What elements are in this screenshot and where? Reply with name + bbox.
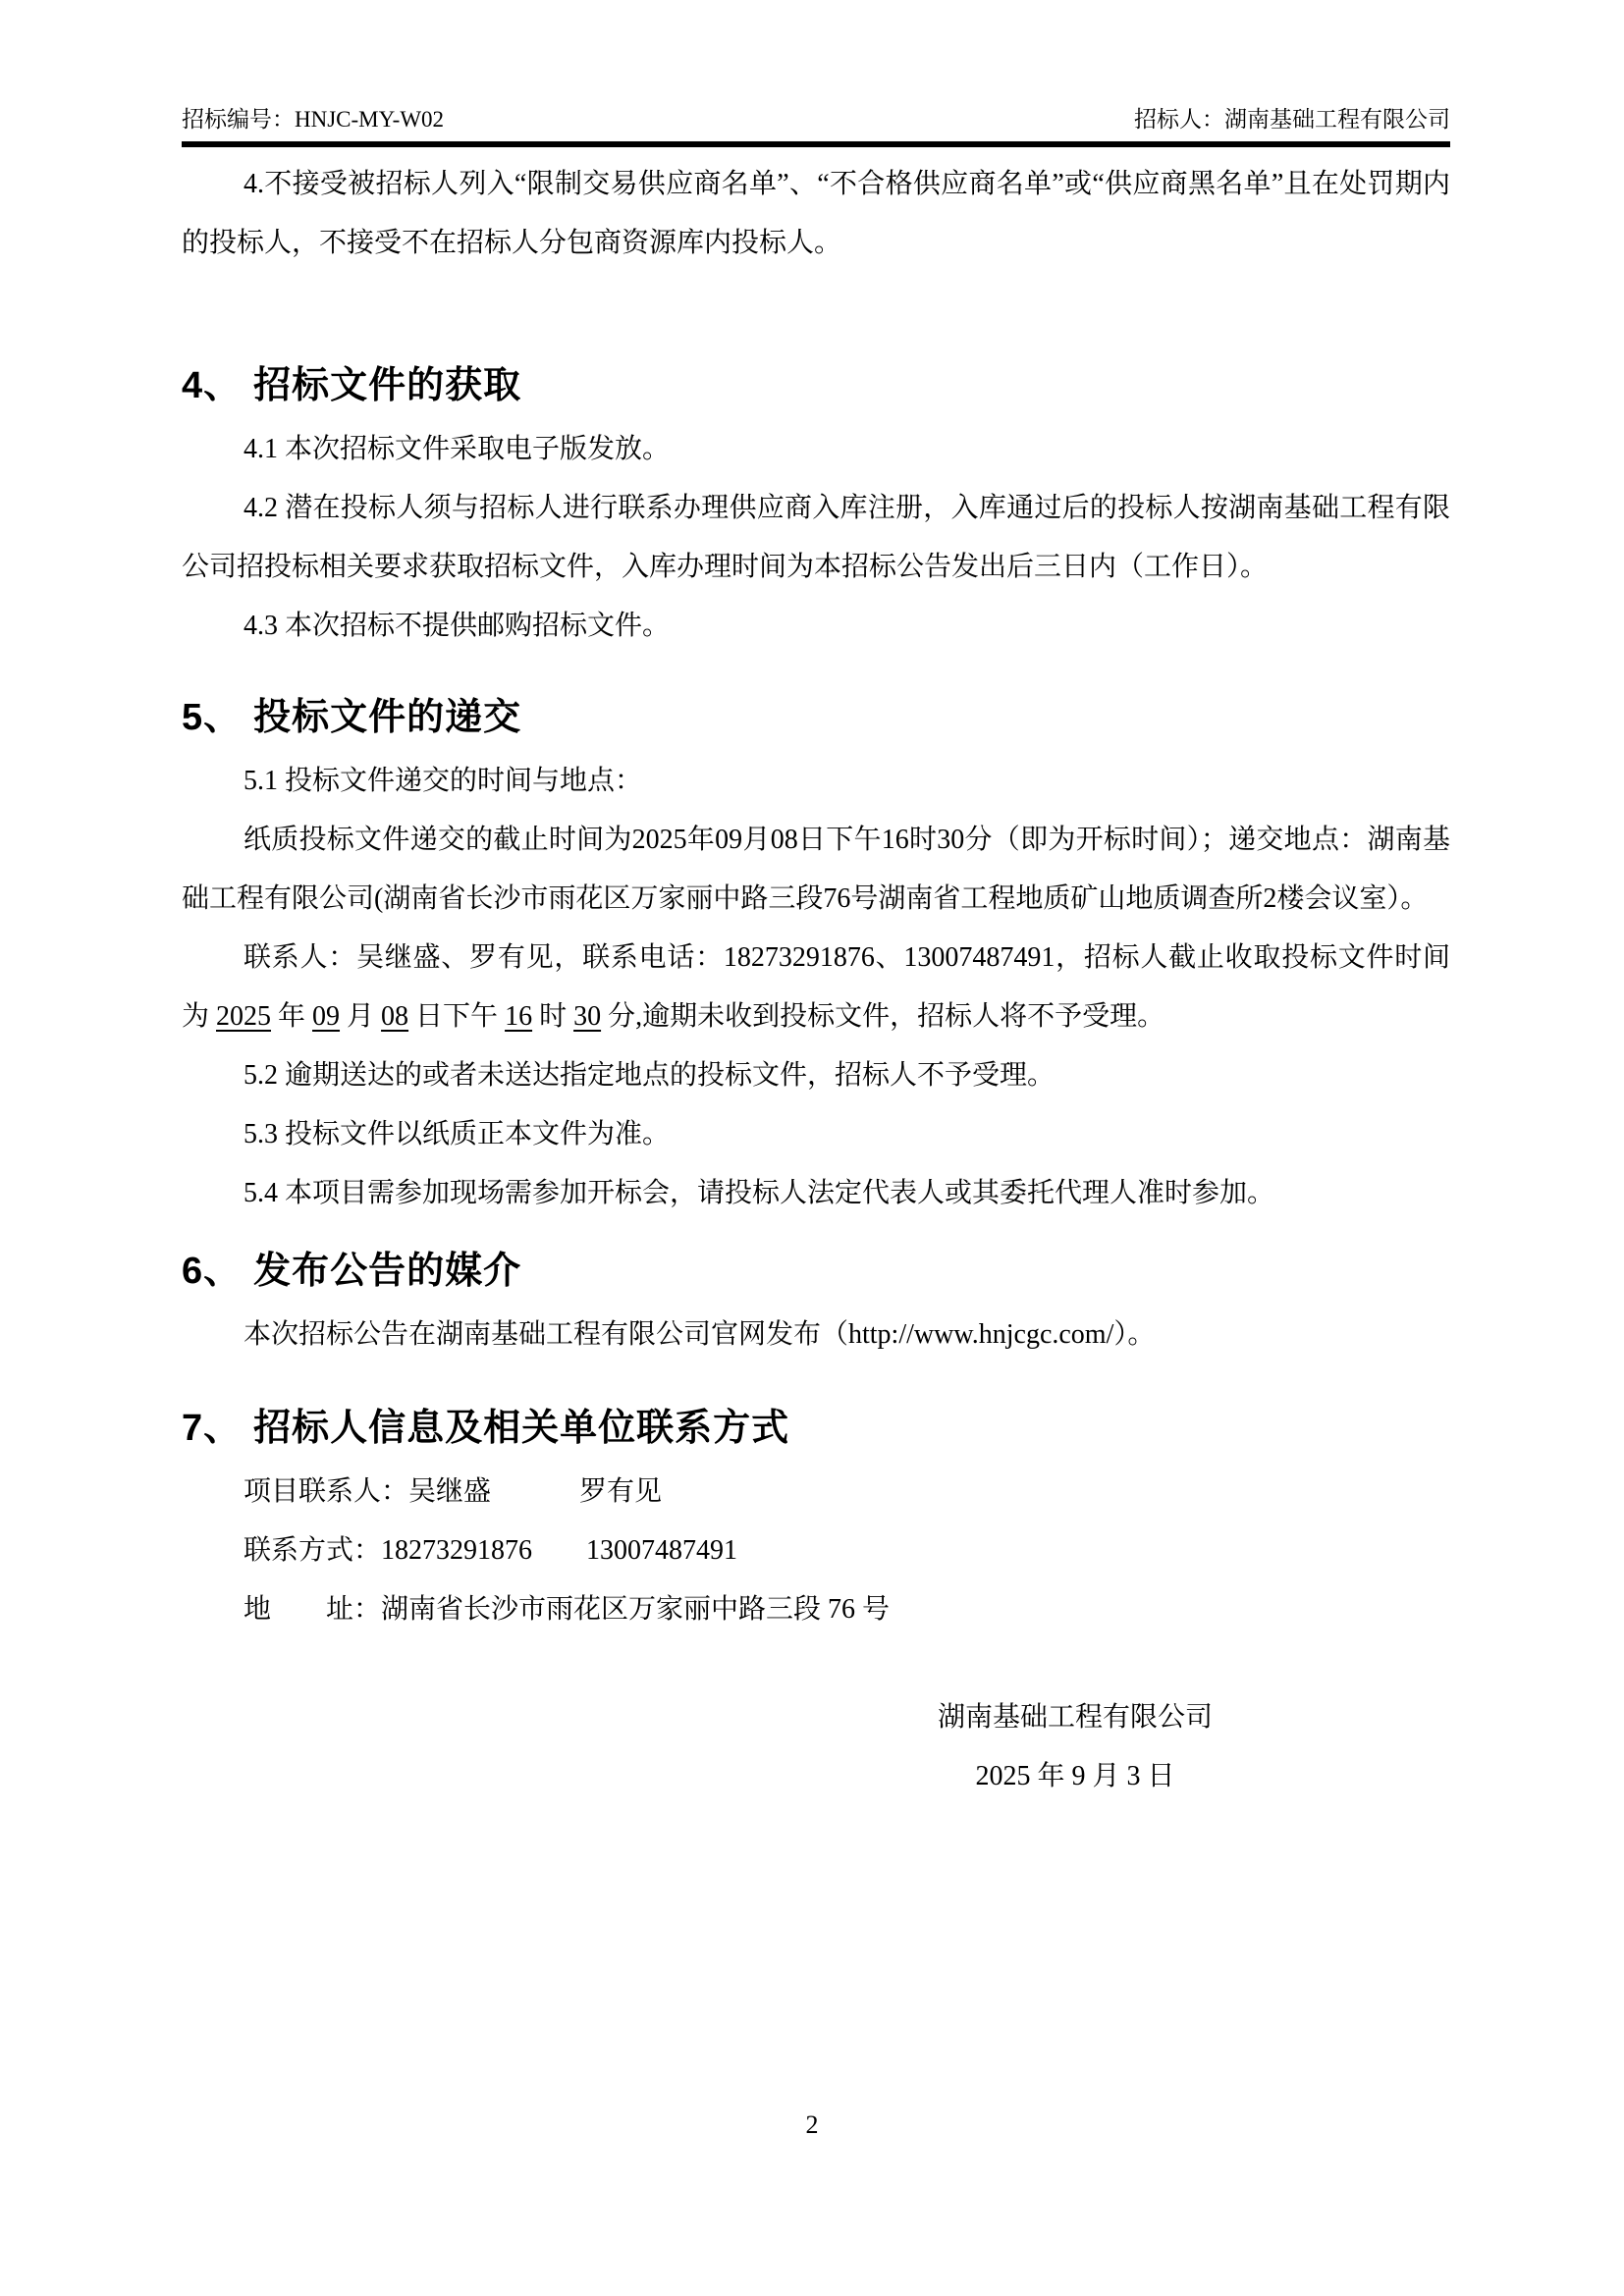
section-heading: [182, 351, 1450, 420]
contact-value: 18273291876: [381, 1535, 533, 1566]
text-segment: 5.4 本项目需参加现场需参加开标会，请投标人法定代表人或其委托代理人准时参加。: [244, 1178, 1275, 1208]
text-segment: 纸质投标文件递交的截止时间为2025年09月08日下午16时30分（即为开标时间）；递交地点：湖南基础工程有限公司(湖南省长沙市雨花区万家丽中路三段76号湖南省工程地质矿山地质调查所2楼会议室）。: [182, 825, 1450, 914]
paragraph: [182, 420, 1450, 479]
text-segment: 5.2 逾期送达的或者未送达指定地点的投标文件，招标人不予受理。: [244, 1060, 1056, 1091]
underlined-value: 2025: [216, 1001, 272, 1032]
signature-company: 湖南基础工程有限公司: [937, 1702, 1213, 1733]
paragraph: [182, 597, 1450, 656]
contact-label: 联系方式：: [244, 1535, 382, 1566]
contact-value: 吴继盛: [408, 1476, 492, 1507]
page-number: 2: [805, 2110, 819, 2139]
header-rule: [182, 141, 1450, 147]
text-segment: 时: [532, 1001, 574, 1032]
page-header: [182, 0, 1450, 135]
section-number: 5、: [182, 697, 243, 738]
section-4: [182, 351, 1450, 656]
signature-date: 2025 年 9 月 3 日: [975, 1761, 1175, 1791]
contact-value: 罗有见: [579, 1476, 663, 1507]
paragraph: [182, 929, 1450, 1046]
text-segment: 日下午: [408, 1001, 506, 1032]
contact-row: [182, 1463, 1450, 1522]
text-segment: 分,逾期未收到投标文件，招标人将不予受理。: [601, 1001, 1165, 1032]
section-number: 4、: [182, 365, 243, 406]
section-title: 招标文件的获取: [253, 365, 522, 406]
section-heading: [182, 683, 1450, 752]
section-number: 7、: [182, 1408, 243, 1449]
section-number: 6、: [182, 1251, 243, 1292]
underlined-value: 09: [312, 1001, 341, 1032]
text-segment: 5.1 投标文件递交的时间与地点：: [244, 766, 643, 796]
section-7: [182, 1394, 1450, 1639]
section-title: 招标人信息及相关单位联系方式: [253, 1408, 790, 1449]
contact-label: 地 址：: [244, 1594, 382, 1625]
signature-block: [908, 1688, 1242, 1806]
text-segment: 5.3 投标文件以纸质正本文件为准。: [244, 1119, 671, 1149]
tenderer-label: 招标人：湖南基础工程有限公司: [1134, 107, 1450, 132]
sections: [182, 351, 1450, 1639]
underlined-value: 08: [381, 1001, 409, 1032]
text-segment: 4.2 潜在投标人须与招标人进行联系办理供应商入库注册，入库通过后的投标人按湖南基础工程有限公司招投标相关要求获取招标文件，入库办理时间为本招标公告发出后三日内（工作日）。: [182, 493, 1450, 582]
paragraph: [182, 1105, 1450, 1164]
text-segment: 联系人：吴继盛、罗有见，联系电话：18273291876、13007487491，招标人截止收取投标文件时间为: [182, 942, 1450, 1032]
underlined-value: 16: [505, 1001, 533, 1032]
paragraph: [182, 1306, 1450, 1364]
tender-number-label: 招标编号：HNJC-MY-W02: [182, 107, 445, 132]
contact-value: 13007487491: [586, 1535, 738, 1566]
paragraph: [182, 1164, 1450, 1223]
section-6: [182, 1237, 1450, 1364]
text-segment: 本次招标公告在湖南基础工程有限公司官网发布（http://www.hnjcgc.com/）。: [244, 1319, 1156, 1350]
paragraph: [182, 811, 1450, 929]
paragraph: [182, 752, 1450, 811]
contact-row: [182, 1522, 1450, 1580]
text-segment: 月: [340, 1001, 382, 1032]
text-segment: 年: [271, 1001, 313, 1032]
section-heading: [182, 1237, 1450, 1306]
section-5: [182, 683, 1450, 1223]
contact-row: [182, 1580, 1450, 1639]
section-heading: [182, 1394, 1450, 1463]
contact-value: 湖南省长沙市雨花区万家丽中路三段 76 号: [381, 1594, 891, 1625]
paragraph: [182, 1046, 1450, 1105]
section-title: 发布公告的媒介: [253, 1251, 522, 1292]
contact-label: 项目联系人：: [244, 1476, 409, 1507]
section-title: 投标文件的递交: [253, 697, 522, 738]
text-segment: 4.1 本次招标文件采取电子版发放。: [244, 434, 671, 464]
intro-paragraph: 4.不接受被招标人列入“限制交易供应商名单”、“不合格供应商名单”或“供应商黑名单”且在处罚期内的投标人，不接受不在招标人分包商资源库内投标人。: [182, 169, 1450, 258]
underlined-value: 30: [573, 1001, 602, 1032]
text-segment: 4.3 本次招标不提供邮购招标文件。: [244, 611, 671, 641]
paragraph: [182, 479, 1450, 597]
